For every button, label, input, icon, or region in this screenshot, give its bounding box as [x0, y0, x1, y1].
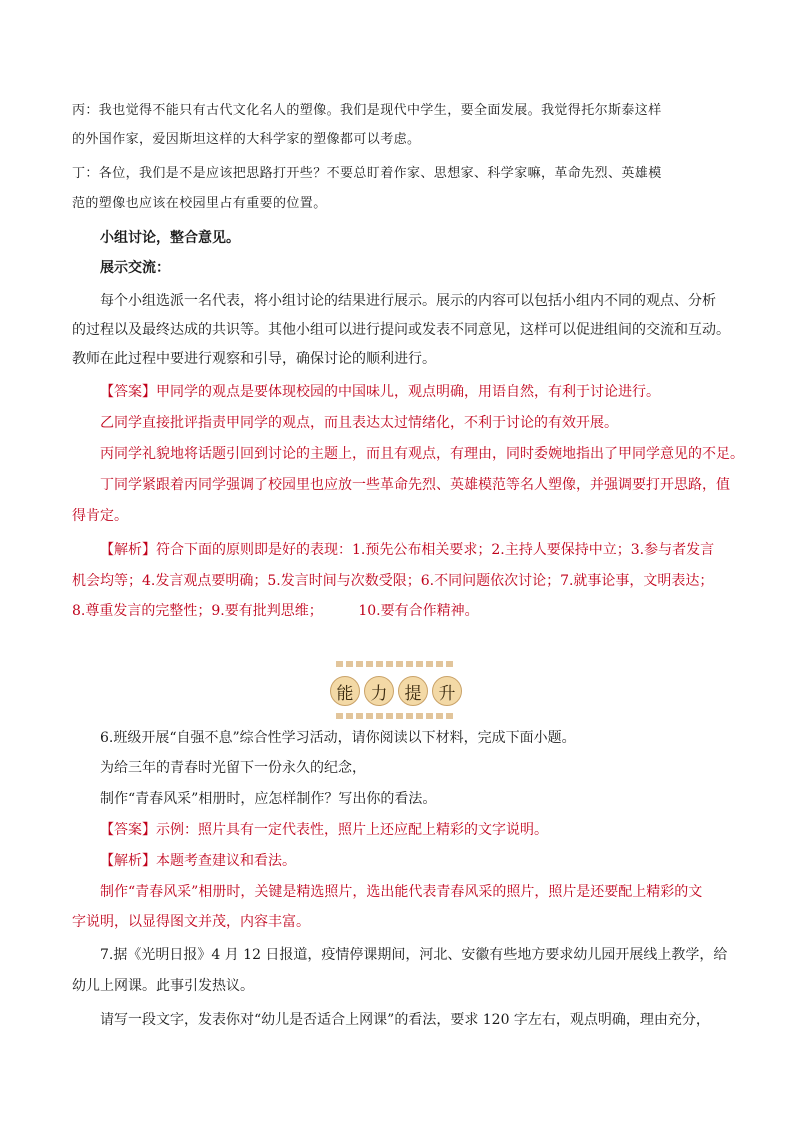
answer-line-1	[100, 382, 660, 402]
section-badge-ability-improvement	[326, 660, 466, 720]
step-group-discussion: 小组讨论，整合意见。	[100, 230, 240, 246]
question-6-material-2: 制作“青春风采”相册时，应怎样制作？写出你的看法。	[100, 791, 437, 807]
badge-char: 升	[432, 676, 462, 706]
answer-line-3: 丙同学礼貌地将话题引回到讨论的主题上，而且有观点，有理由，同时委婉地指出了甲同学意见的不足。	[100, 446, 744, 462]
question-7-line-1: 7.据《光明日报》4 月 12 日报道，疫情停课期间，河北、安徽有些地方要求幼儿园开展线上教学，给	[100, 947, 728, 963]
analysis-line-2: 机会均等；4.发言观点要明确；5.发言时间与次数受限；6.不同问题依次讨论；7.就事论事，文明表达；	[72, 573, 714, 589]
q6-answer-text: 示例：照片具有一定代表性，照片上还应配上精彩的文字说明。	[156, 822, 548, 838]
badge-char: 提	[398, 676, 428, 706]
analysis-text-1: 符合下面的原则即是好的表现：1.预先公布相关要求；2.主持人要保持中立；3.参与者发言	[156, 542, 715, 558]
presentation-paragraph-line-1: 每个小组选派一名代表，将小组讨论的结果进行展示。展示的内容可以包括小组内不同的观点、分析	[100, 293, 716, 309]
dialogue-bing-line-2: 的外国作家，爱因斯坦这样的大科学家的塑像都可以考虑。	[72, 132, 421, 147]
analysis-line-3: 8.尊重发言的完整性；9.要有批判思维； 10.要有合作精神。	[72, 603, 479, 619]
badge-char: 能	[330, 676, 360, 706]
badge-characters	[326, 673, 466, 707]
q6-analysis-text: 本题考查建议和看法。	[156, 853, 296, 869]
presentation-paragraph-line-3: 教师在此过程中要进行观察和引导，确保讨论的顺利进行。	[72, 351, 436, 367]
answer-line-2: 乙同学直接批评指责甲同学的观点，而且表达太过情绪化，不利于讨论的有效开展。	[100, 415, 618, 431]
q6-analysis	[100, 851, 296, 871]
question-6-material-1: 为给三年的青春时光留下一份永久的纪念，	[100, 760, 366, 776]
answer-tag: 【答案】	[100, 384, 156, 400]
question-6-prompt: 6.班级开展“自强不息”综合性学习活动，请你阅读以下材料，完成下面小题。	[100, 730, 576, 746]
answer-text-1: 甲同学的观点是要体现校园的中国味儿，观点明确，用语自然，有利于讨论进行。	[156, 384, 660, 400]
dialogue-ding-line-2: 范的塑像也应该在校园里占有重要的位置。	[72, 196, 327, 211]
answer-line-5: 得肯定。	[72, 508, 128, 524]
analysis-line-1	[100, 540, 714, 560]
q6-answer	[100, 820, 548, 840]
question-7-line-2: 幼儿上网课。此事引发热议。	[72, 978, 254, 994]
q6-analysis-line-3: 字说明，以显得图文并茂，内容丰富。	[72, 914, 310, 930]
badge-ornament-top	[336, 661, 456, 667]
presentation-paragraph-line-2: 的过程以及最终达成的共识等。其他小组可以进行提问或发表不同意见，这样可以促进组间的交流和互动。	[72, 322, 730, 338]
dialogue-bing-line-1: 丙：我也觉得不能只有古代文化名人的塑像。我们是现代中学生，要全面发展。我觉得托尔斯泰这样	[72, 103, 662, 118]
step-presentation-heading: 展示交流：	[100, 260, 170, 276]
answer-line-4: 丁同学紧跟着丙同学强调了校园里也应放一些革命先烈、英雄模范等名人塑像，并强调要打开思路，值	[100, 477, 730, 493]
analysis-tag: 【解析】	[100, 853, 156, 869]
badge-ornament-bottom	[336, 713, 456, 719]
badge-char: 力	[364, 676, 394, 706]
dialogue-ding-line-1: 丁：各位，我们是不是应该把思路打开些？不要总盯着作家、思想家、科学家嘛，革命先烈、英雄模	[72, 166, 662, 181]
answer-tag: 【答案】	[100, 822, 156, 838]
analysis-tag: 【解析】	[100, 542, 156, 558]
q6-analysis-line-2: 制作“青春风采”相册时，关键是精选照片，选出能代表青春风采的照片，照片是还要配上精彩的文	[100, 884, 703, 900]
question-7-line-3: 请写一段文字，发表你对“幼儿是否适合上网课”的看法，要求 120 字左右，观点明确，理由充分，	[100, 1012, 710, 1028]
